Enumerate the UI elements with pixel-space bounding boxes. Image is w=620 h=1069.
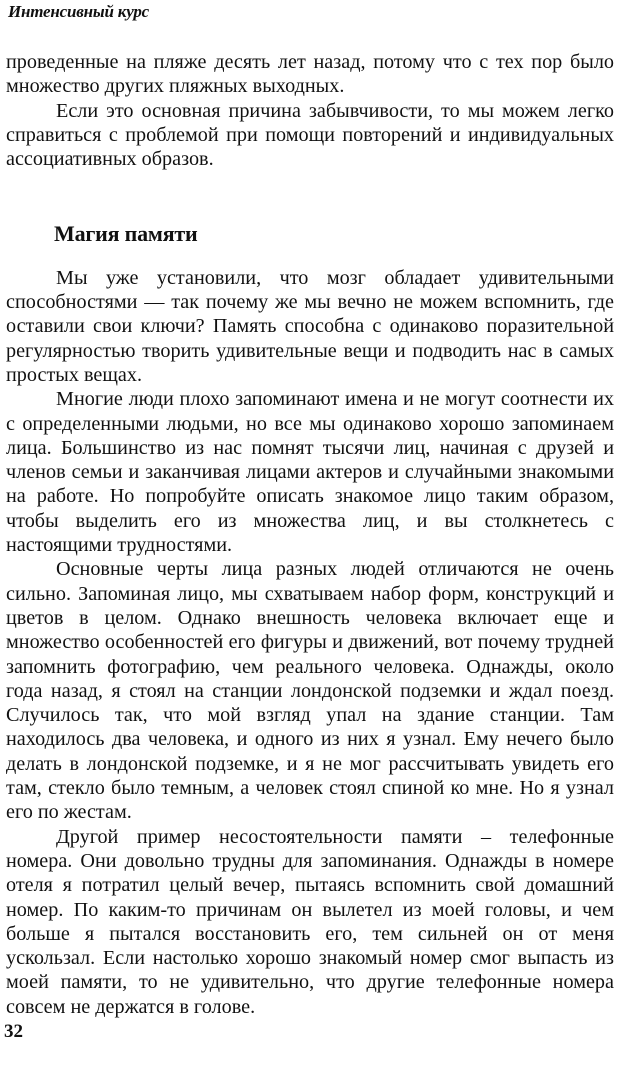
paragraph: Основные черты лица разных людей отличаются не очень сильно. Запоминая лицо, мы схватываем набор форм, конструкций и цветов в целом. Однако внешность человека включает еще и множество особенностей его фигуры и движений, вот почему трудней запомнить фотографию, чем реального человека. Однажды, около года назад, я стоял на станции лондонской подземки и ждал поезд. Случилось так, что мой взгляд упал на здание станции. Там находилось два человека, и одного из них я узнал. Ему нечего было делать в лондонской подземке, и я не мог рассчитывать увидеть его там, стекло было темным, а человек стоял спиной ко мне. Но я узнал его по жестам. <box>6 558 614 824</box>
paragraph: Другой пример несостоятельности памяти – телефонные номера. Они довольно трудны для запоминания. Однажды в номере отеля я потратил целый вечер, пытаясь вспомнить свой домашний номер. По каким-то причинам он вылетел из моей головы, и чем больше я пытался восстановить его, тем сильней он от меня ускользал. Если настолько хорошо знакомый номер смог выпасть из моей памяти, то не удивительно, что другие телефонные номера совсем не держатся в голове. <box>6 825 614 1018</box>
paragraph: Мы уже установили, что мозг обладает удивительными способностями — так почему же мы вечно не можем вспомнить, где оставили свои ключи? Память способна с одинаково поразительной регулярностью творить удивительные вещи и подводить нас в самых простых вещах. <box>6 266 614 386</box>
page-number: 32 <box>4 1021 23 1042</box>
paragraph: Многие люди плохо запоминают имена и не могут соотнести их с определенными людьми, но все мы одинаково хорошо запоминаем лица. Большинство из нас помнят тысячи лиц, начиная с друзей и членов семьи и заканчивая лицами актеров и случайными знакомыми на работе. Но попробуйте описать знакомое лицо таким образом, чтобы выделить его из множества лиц, и вы столкнетесь с настоящими трудностями. <box>6 388 614 557</box>
paragraph-continued: проведенные на пляже десять лет назад, потому что с тех пор было множество других пляжных выходных. <box>6 51 614 98</box>
paragraph: Если это основная причина забывчивости, то мы можем легко справиться с проблемой при помощи повторений и индивидуальных ассоциативных образов. <box>6 99 614 171</box>
running-head: Интенсивный курс <box>8 2 149 21</box>
body-text <box>6 50 614 1019</box>
section-title: Магия памяти <box>54 221 198 247</box>
